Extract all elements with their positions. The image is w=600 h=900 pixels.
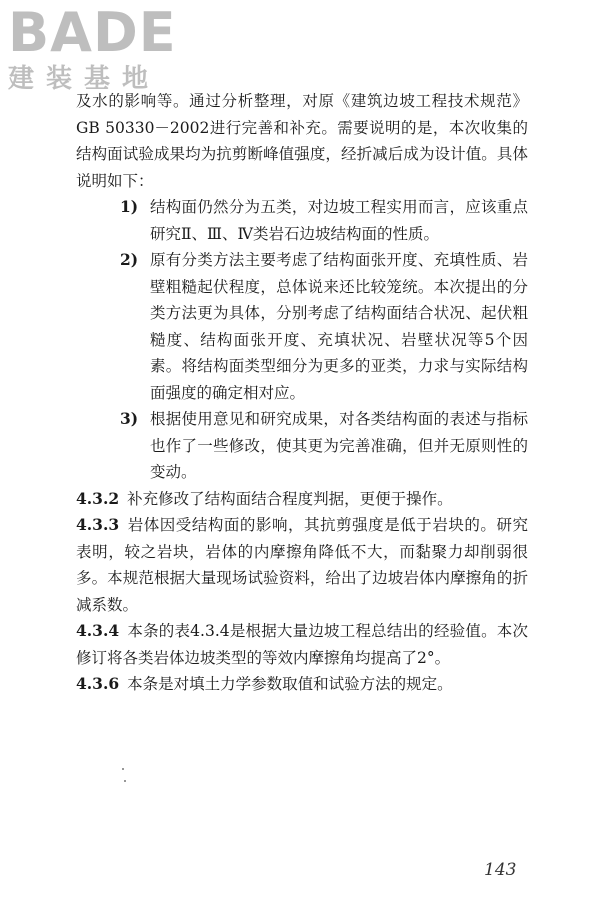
list-item-1 [120, 194, 528, 247]
watermark-logo [8, 1, 177, 94]
section-text: 补充修改了结构面结合程度判据，更便于操作。 [127, 489, 453, 508]
list-text: 根据使用意见和研究成果，对各类结构面的表述与指标也作了一些修改，使其更为完善准确，但并无原则性的变动。 [150, 410, 528, 481]
list-number: 3) [120, 409, 139, 428]
list-number: 2) [120, 250, 139, 269]
watermark-brand: BADE [8, 1, 177, 64]
section-number: 4.3.6 [76, 674, 120, 693]
section-4-3-4 [76, 618, 528, 671]
list-text: 原有分类方法主要考虑了结构面张开度、充填性质、岩壁粗糙起伏程度，总体说来还比较笼统。本次提出的分类方法更为具体，分别考虑了结构面结合状况、起伏粗糙度、结构面张开度、充填状况、岩壁状况等5个因素。将结构面类型细分为更多的亚类，力求与实际结构面强度的确定相对应。 [150, 251, 528, 402]
section-4-3-6 [76, 671, 528, 698]
section-4-3-3 [76, 512, 528, 618]
list-text: 结构面仍然分为五类，对边坡工程实用而言，应该重点研究Ⅱ、Ⅲ、Ⅳ类岩石边坡结构面的性质。 [150, 198, 528, 243]
section-text: 本条是对填土力学参数取值和试验方法的规定。 [127, 675, 453, 693]
list-number: 1) [120, 197, 139, 216]
section-number: 4.3.4 [76, 621, 120, 640]
watermark-subtitle: 建装基地 [8, 64, 161, 94]
section-4-3-2 [76, 486, 528, 513]
section-number: 4.3.3 [76, 515, 120, 534]
scan-speck [124, 780, 126, 782]
list-item-3 [120, 406, 528, 486]
intro-paragraph: 及水的影响等。通过分析整理，对原《建筑边坡工程技术规范》GB 50330－2002进行完善和补充。需要说明的是，本次收集的结构面试验成果均为抗剪断峰值强度，经折减后成为设计值。具体说明如下： [76, 92, 528, 190]
section-number: 4.3.2 [76, 488, 120, 508]
page-body [76, 88, 528, 698]
scan-speck [122, 768, 124, 770]
section-text: 岩体因受结构面的影响，其抗剪强度是低于岩块的。研究表明，较之岩块，岩体的内摩擦角降低不大，而黏聚力却削弱很多。本规范根据大量现场试验资料，给出了边坡岩体内摩擦角的折减系数。 [76, 516, 528, 614]
list-item-2 [120, 247, 528, 406]
section-text: 本条的表4.3.4是根据大量边坡工程总结出的经验值。本次修订将各类岩体边坡类型的等效内摩擦角均提高了2°。 [76, 622, 528, 667]
page-number: 143 [484, 860, 517, 880]
